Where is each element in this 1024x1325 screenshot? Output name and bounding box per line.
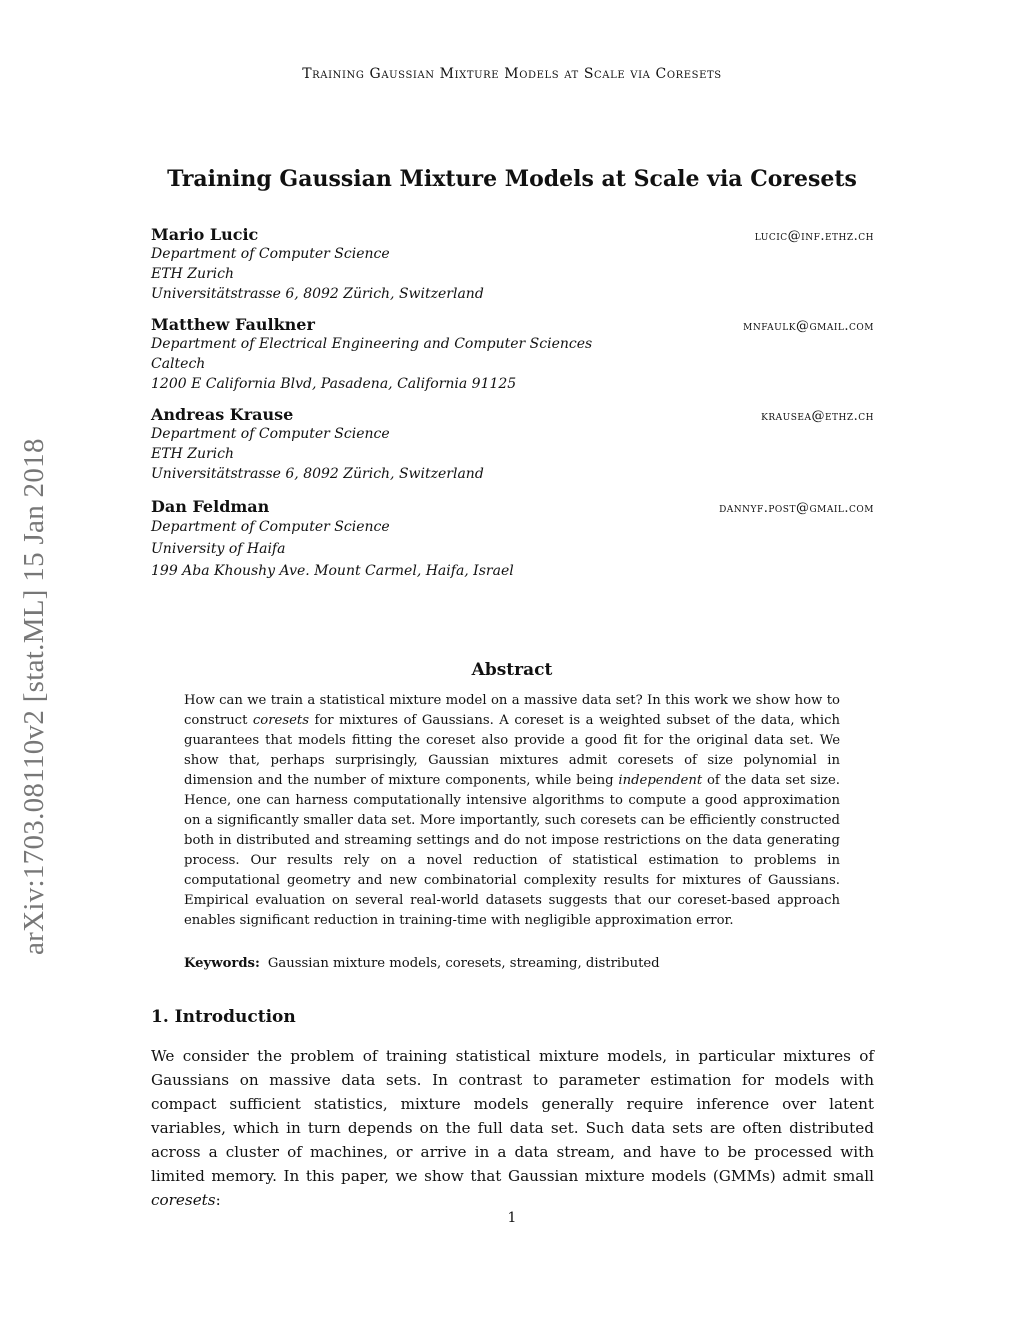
author-email: krausea@ethz.ch — [761, 409, 874, 424]
author-address: Universitätstrasse 6, 8092 Zürich, Switzerland — [151, 286, 484, 302]
paper-title: Training Gaussian Mixture Models at Scale via Coresets — [167, 166, 857, 192]
page-number: 1 — [507, 1210, 517, 1226]
author-department: Department of Computer Science — [151, 426, 390, 442]
abstract-heading: Abstract — [471, 660, 553, 680]
author-block — [151, 225, 874, 304]
author-name: Dan Feldman — [151, 497, 270, 516]
author-institution: University of Haifa — [151, 541, 286, 557]
abstract-text: How can we train a statistical mixture model on a massive data set? In this work we show how to construct coresets for mixtures of Gaussians. A coreset is a weighted subset of the data, which guarantees that models fitting the coreset also provide a good fit for the original data set. We show that, perhaps surprisingly, Gaussian mixtures admit coresets of size polynomial in dimension and the number of mixture components, while being independent of the data set size. Hence, one can harness computationally intensive algorithms to compute a good approximation on a significantly smaller data set. More importantly, such coresets can be efficiently constructed both in distributed and streaming settings and do not impose restrictions on the data generating process. Our results rely on a novel reduction of statistical estimation to problems in computational geometry and new combinatorial complexity results for mixtures of Gaussians. Empirical evaluation on several real-world datasets suggests that our coreset-based approach enables significant reduction in training-time with negligible approximation error. — [184, 693, 840, 928]
author-address: 199 Aba Khoushy Ave. Mount Carmel, Haifa, Israel — [151, 563, 514, 579]
running-head: Training Gaussian Mixture Models at Scale via Coresets — [302, 66, 722, 82]
author-block — [151, 405, 874, 484]
introduction-paragraph: We consider the problem of training statistical mixture models, in particular mixtures of Gaussians on massive data sets. In contrast to parameter estimation for models with compact sufficient statistics, mixture models generally require inference over latent variables, which in turn depends on the full data set. Such data sets are often distributed across a cluster of machines, or arrive in a data stream, and have to be processed with limited memory. In this paper, we show that Gaussian mixture models (GMMs) admit small coresets: — [151, 1047, 874, 1209]
author-department: Department of Computer Science — [151, 246, 390, 262]
author-name: Andreas Krause — [151, 405, 294, 424]
keywords-text: Gaussian mixture models, coresets, streaming, distributed — [267, 956, 660, 971]
arxiv-stamp: arXiv:1703.08110v2 [stat.ML] 15 Jan 2018 — [18, 438, 50, 955]
author-email: lucic@inf.ethz.ch — [754, 229, 874, 244]
author-department: Department of Electrical Engineering and Computer Sciences — [151, 336, 593, 352]
author-email: mnfaulk@gmail.com — [743, 319, 874, 334]
author-name: Mario Lucic — [151, 225, 259, 244]
author-institution: ETH Zurich — [151, 266, 234, 282]
author-email: dannyf.post@gmail.com — [719, 501, 874, 516]
author-block — [151, 497, 874, 582]
author-department: Department of Computer Science — [151, 519, 390, 535]
author-address: 1200 E California Blvd, Pasadena, California 91125 — [151, 376, 517, 392]
keywords — [184, 956, 840, 971]
author-block — [151, 315, 874, 394]
author-name: Matthew Faulkner — [151, 315, 315, 334]
keywords-label: Keywords: — [184, 956, 260, 971]
section-heading: 1. Introduction — [151, 1007, 296, 1027]
author-institution: ETH Zurich — [151, 446, 234, 462]
author-address: Universitätstrasse 6, 8092 Zürich, Switzerland — [151, 466, 484, 482]
author-institution: Caltech — [151, 356, 206, 372]
